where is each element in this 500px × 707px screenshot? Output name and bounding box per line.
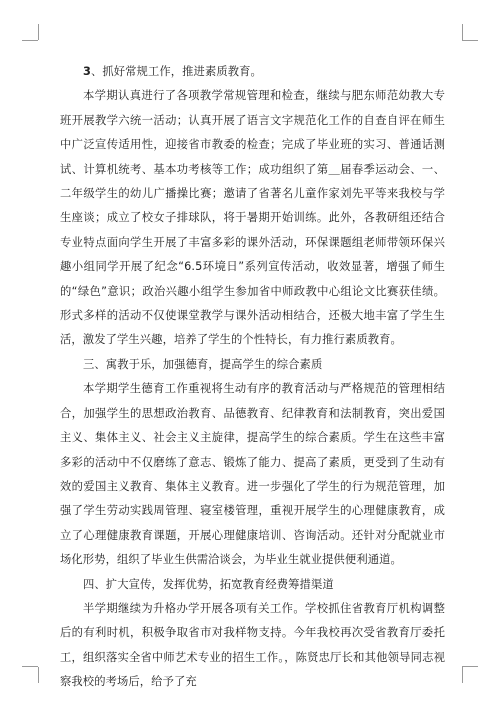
document-body — [60, 60, 445, 695]
crop-mark-top-right-v — [462, 24, 463, 40]
paragraph: 本学期认真进行了各项教学常规管理和检查，继续与肥东师范幼教大专班开展教学六统一活动；认真开展了语言文字规范化工作的自查自评在师生中广泛宣传适用性，迎接省市教委的检查；完成了毕业班的实习、普通话测试、计算机统考、基本功考核等工作；成功组织了第＿届春季运动会、一、二年级学生的幼儿广播操比赛；邀请了省著名儿童作家刘先平等来我校与学生座谈；成立了校女子排球队，将于暑期开始训练。此外，各教研组还结合专业特点面向学生开展了丰富多彩的课外活动，环保课题组老师带领环保兴趣小组同学开展了纪念“6.5环境日”系列宣传活动，收效显著，增强了师生的“绿色”意识；政治兴趣小组学生参加省中师政教中心组论文比赛获佳绩。形式多样的活动不仅使课堂教学与课外活动相结合，还极大地丰富了学生生活，激发了学生兴趣，培养了学生的个性特长，有力推行素质教育。 — [60, 89, 445, 347]
paragraph: 本学期学生德育工作重视将生动有序的教育活动与严格规范的管理相结合，加强学生的思想政治教育、品德教育、纪律教育和法制教育，突出爱国主义、集体主义、社会主义主旋律，提高学生的综合素质。学生在这些丰富多彩的活动中不仅磨练了意志、锻炼了能力、提高了素质，更受到了生动有效的爱国主义教育、集体主义教育。进一步强化了学生的行为规范管理，加强了学生劳动实践周管理、寝室楼管理，重视开展学生的心理健康教育，成立了心理健康教育课题，开展心理健康培训、咨询活动。还针对分配就业市场化形势，组织了毕业生供需洽谈会，为毕业生就业提供便利通道。 — [60, 382, 445, 567]
crop-mark-bottom-left-v — [38, 667, 39, 683]
section-heading: 三、寓教于乐，加强德育，提高学生的综合素质 — [83, 357, 323, 371]
heading-text: 、抓好常规工作，推进素质教育。 — [90, 65, 262, 78]
paragraph: 半学期继续为升格办学开展各项有关工作。学校抓住省教育厅机构调整后的有利时机，积极争取省市对我样物支持。今年我校再次受省教育厅委托工，组织落实全省中师艺术专业的招生工作。，陈贤忠厅长和其他领导同志视察我校的考场后，给予了充 — [60, 601, 445, 689]
crop-mark-bottom-left-h — [22, 666, 38, 667]
crop-mark-top-right-h — [462, 40, 478, 41]
crop-mark-bottom-right-v — [462, 667, 463, 683]
crop-mark-bottom-right-h — [462, 666, 478, 667]
crop-mark-top-left-v — [38, 24, 39, 40]
section-heading-3 — [60, 60, 445, 84]
crop-mark-top-left-h — [22, 40, 38, 41]
section-heading: 四、扩大宣传，发挥优势，拓宽教育经费筹措渠道 — [83, 577, 334, 591]
heading-number: 3 — [83, 65, 91, 78]
